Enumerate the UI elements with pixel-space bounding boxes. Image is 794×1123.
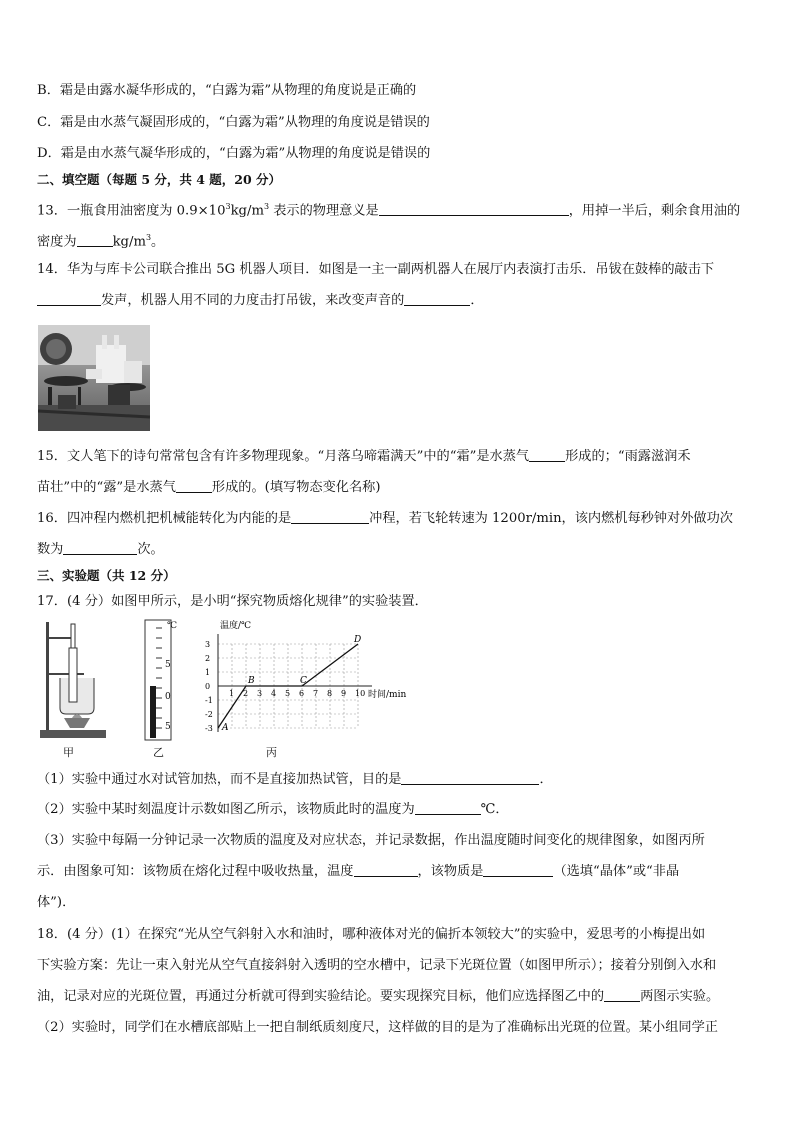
q18-text: 油，记录对应的光斑位置，再通过分析就可得到实验结论。要实现探究目标，他们应选择图乙中的	[37, 989, 605, 1004]
q13-unit-exponent: 3	[263, 202, 270, 211]
q17-part2-text: （2）实验中某时刻温度计示数如图乙所示，该物质此时的温度为	[37, 802, 415, 817]
temperature-time-chart	[200, 618, 420, 740]
q15-text-3: 苗壮”中的“露”是水蒸气	[37, 480, 176, 495]
robot-drummer-illustration	[38, 325, 150, 431]
option-d: D．霜是由水蒸气凝华形成的，“白露为霜”从物理的角度说是错误的	[37, 146, 431, 161]
q13-text-5: 。	[151, 234, 165, 250]
q13-exponent: 3	[225, 202, 231, 211]
x-tick-label: 3	[257, 689, 263, 698]
x-tick-label: 5	[285, 689, 291, 698]
q18-text-2: 两图示实验。	[640, 989, 720, 1004]
q15-text: 15．文人笔下的诗句常常包含有许多物理现象。“月落乌啼霜满天”中的“霜”是水蒸气	[37, 449, 530, 464]
caption-yi: 乙	[153, 746, 164, 759]
point-label-c: C	[300, 676, 307, 686]
caption-jia: 甲	[63, 746, 74, 759]
y-tick-label: -2	[205, 710, 213, 719]
y-tick-label: 0	[205, 682, 211, 691]
q16-answer-blank-1[interactable]	[291, 510, 369, 524]
q17-part1-end: ．	[539, 772, 553, 787]
question-13-line-2	[37, 229, 164, 251]
question-16-line-1	[37, 510, 733, 528]
question-17-part-2	[37, 801, 509, 819]
thermometer-drawing	[133, 618, 183, 742]
q15-answer-blank-2[interactable]	[176, 479, 212, 493]
question-17-part-1	[37, 771, 553, 789]
q13-unit: kg/m	[230, 203, 264, 219]
x-tick-label: 10	[355, 689, 366, 698]
q15-text-2: 形成的；“雨露滋润禾	[565, 449, 691, 464]
q17-part1-blank[interactable]	[401, 771, 539, 785]
question-16-line-2	[37, 541, 164, 559]
q13-text-2: 表示的物理意义是	[269, 203, 379, 219]
y-tick-label: -3	[205, 724, 213, 733]
q14-answer-blank-2[interactable]	[404, 292, 470, 306]
q17-part3-blank-2[interactable]	[483, 863, 553, 877]
robot-drummer-photo	[38, 325, 150, 431]
x-tick-label: 8	[327, 689, 333, 698]
section-heading-experiment: 三、实验题（共 12 分）	[37, 568, 176, 583]
q17-part1-text: （1）实验中通过水对试管加热，而不是直接加热试管，目的是	[37, 772, 402, 787]
question-18-line-1: 18．(4 分）(1）在探究“光从空气斜射入水和油时，哪种液体对光的偏折本领较大”的实验中，爱思考的小梅提出如	[37, 927, 706, 942]
q13-unit-2: kg/m	[112, 234, 146, 250]
option-b: B．霜是由露水凝华形成的，“白露为霜”从物理的角度说是正确的	[37, 83, 417, 98]
q17-part3-blank-1[interactable]	[354, 863, 418, 877]
q16-answer-blank-2[interactable]	[63, 541, 137, 555]
q16-text-3: 数为	[37, 542, 64, 557]
section-heading-fill-in: 二、填空题（每题 5 分，共 4 题，20 分）	[37, 172, 282, 187]
x-tick-label: 6	[299, 689, 305, 698]
x-tick-label: 4	[271, 689, 277, 698]
q13-text: 13．一瓶食用油密度为 0.9×10	[37, 203, 226, 219]
chart-x-axis-title: 时间/min	[368, 690, 407, 700]
question-17-part-3-line-2	[37, 863, 679, 881]
q17-part3-text-3: （选填“晶体”或“非晶	[553, 864, 680, 879]
y-tick-label: 1	[205, 668, 211, 677]
y-tick-label: -1	[205, 696, 213, 705]
q13-answer-blank-1[interactable]	[379, 202, 569, 216]
q17-part2-blank[interactable]	[415, 801, 481, 815]
question-18-line-3	[37, 988, 719, 1006]
q14-text: 发声，机器人用不同的力度击打吊钹，来改变声音的	[101, 293, 405, 308]
q13-answer-blank-2[interactable]	[77, 233, 113, 247]
q14-answer-blank-1[interactable]	[37, 292, 101, 306]
question-17-part-3-line-1: （3）实验中每隔一分钟记录一次物质的温度及对应状态，并记录数据，作出温度随时间变化的规律图象，如图丙所	[37, 833, 705, 848]
q17-part3-text-2: ，该物质是	[417, 864, 484, 879]
q13-text-3: ，用掉一半后，剩余食用油的	[568, 203, 741, 219]
point-label-b: B	[248, 676, 255, 686]
chart-axes	[218, 634, 372, 732]
q15-answer-blank-1[interactable]	[529, 448, 565, 462]
x-tick-label: 9	[341, 689, 347, 698]
question-14-line-2	[37, 292, 484, 310]
q17-part3-text: 示．由图象可知：该物质在熔化过程中吸收热量，温度	[37, 864, 354, 879]
y-tick-label: 3	[205, 640, 211, 649]
chart-y-axis-title: 温度/℃	[220, 621, 252, 631]
question-17-part-3-line-3: 体”)．	[37, 895, 76, 910]
x-tick-label: 7	[313, 689, 319, 698]
q17-part2-end: ℃．	[480, 802, 509, 817]
question-15-line-2	[37, 479, 380, 497]
point-label-d: D	[354, 635, 362, 645]
thermometer-unit: ℃	[167, 621, 178, 631]
question-14-line-1: 14．华为与库卡公司联合推出 5G 机器人项目．如图是一主一副两机器人在展厅内表演打击乐．吊钹在鼓棒的敲击下	[37, 262, 715, 277]
question-17-intro: 17．(4 分）如图甲所示，是小明“探究物质熔化规律”的实验装置．	[37, 594, 428, 609]
thermometer-tick-upper: 5	[165, 660, 171, 670]
q13-unit-exponent-2: 3	[145, 233, 152, 242]
question-18-line-2: 下实验方案：先让一束入射光从空气直接斜射入透明的空水槽中，记录下光斑位置（如图甲所示）；接着分别倒入水和	[37, 958, 717, 973]
question-13-line-1	[37, 198, 740, 220]
caption-bing: 丙	[266, 746, 277, 759]
x-tick-label: 1	[229, 689, 235, 698]
water-bath-apparatus-drawing	[38, 618, 110, 748]
q16-text-2: 冲程，若飞轮转速为 1200r/min，该内燃机每秒钟对外做功次	[369, 511, 733, 526]
q13-text-4: 密度为	[37, 234, 77, 250]
x-tick-label: 2	[243, 689, 249, 698]
thermometer-tick-lower: 5	[165, 722, 171, 732]
thermometer-tick-zero: 0	[165, 692, 171, 702]
question-18-line-4: （2）实验时，同学们在水槽底部贴上一把自制纸质刻度尺，这样做的目的是为了准确标出光斑的位置。某小组同学正	[37, 1020, 718, 1035]
q15-text-4: 形成的。(填写物态变化名称)	[211, 480, 381, 495]
q18-answer-blank[interactable]	[604, 988, 640, 1002]
y-tick-label: 2	[205, 654, 211, 663]
q16-text: 16．四冲程内燃机把机械能转化为内能的是	[37, 511, 292, 526]
figure-bing-graph	[200, 618, 420, 740]
q14-text-2: ．	[470, 293, 484, 308]
question-15-line-1	[37, 448, 691, 466]
option-c: C．霜是由水蒸气凝固形成的，“白露为霜”从物理的角度说是错误的	[37, 115, 430, 130]
figure-yi-thermometer	[133, 618, 183, 742]
q16-text-4: 次。	[137, 542, 164, 557]
figure-jia-apparatus	[38, 618, 110, 748]
chart-point-labels	[221, 635, 361, 733]
point-label-a: A	[222, 723, 229, 733]
